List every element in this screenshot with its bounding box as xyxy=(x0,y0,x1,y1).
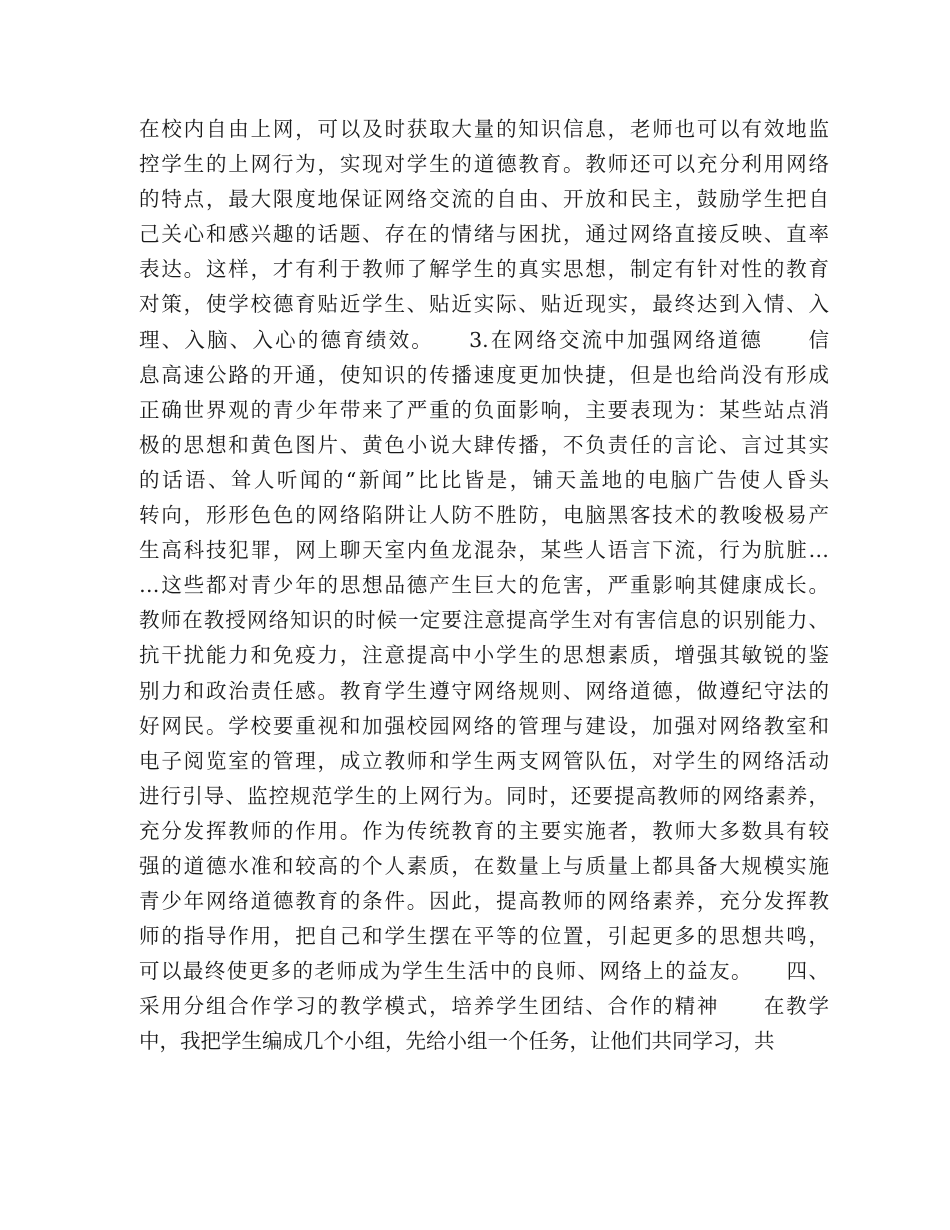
text-line: 理、入脑、入心的德育绩效。 3.在网络交流中加强网络道德 信 xyxy=(139,327,829,352)
text-line: 中，我把学生编成几个小组，先给小组一个任务，让他们共同学习，共 xyxy=(139,1029,775,1054)
text-line: 表达。这样，才有利于教师了解学生的真实思想，制定有针对性的教育 xyxy=(139,257,829,282)
text-line: 电子阅览室的管理，成立教师和学生两支网管队伍，对学生的网络活动 xyxy=(139,748,829,773)
text-line: 转向，形形色色的网络陷阱让人防不胜防，电脑黑客技术的教唆极易产 xyxy=(139,503,829,528)
text-line: 充分发挥教师的作用。作为传统教育的主要实施者，教师大多数具有较 xyxy=(139,818,829,843)
text-line: 的话语、耸人听闻的“新闻”比比皆是，铺天盖地的电脑广告使人昏头 xyxy=(139,467,829,492)
text-line: 对策，使学校德育贴近学生、贴近实际、贴近现实，最终达到入情、入 xyxy=(139,292,829,317)
text-line: 好网民。学校要重视和加强校园网络的管理与建设，加强对网络教室和 xyxy=(139,713,829,738)
text-line: 正确世界观的青少年带来了严重的负面影响，主要表现为：某些站点消 xyxy=(139,397,829,422)
text-line: 己关心和感兴趣的话题、存在的情绪与困扰，通过网络直接反映、直率 xyxy=(139,222,829,247)
text-line: 进行引导、监控规范学生的上网行为。同时，还要提高教师的网络素养， xyxy=(139,783,829,808)
text-line: 息高速公路的开通，使知识的传播速度更加快捷，但是也给尚没有形成 xyxy=(139,362,829,387)
text-line: 的特点，最大限度地保证网络交流的自由、开放和民主，鼓励学生把自 xyxy=(139,187,829,212)
text-line: 控学生的上网行为，实现对学生的道德教育。教师还可以充分利用网络 xyxy=(139,152,829,177)
text-line: 教师在教授网络知识的时候一定要注意提高学生对有害信息的识别能力、 xyxy=(139,608,829,633)
text-line: 别力和政治责任感。教育学生遵守网络规则、网络道德，做遵纪守法的 xyxy=(139,678,829,703)
text-line: 生高科技犯罪，网上聊天室内鱼龙混杂，某些人语言下流，行为肮脏… xyxy=(139,538,829,563)
body-text xyxy=(139,112,829,1060)
text-line: 青少年网络道德教育的条件。因此，提高教师的网络素养，充分发挥教 xyxy=(139,889,829,914)
text-line: 强的道德水准和较高的个人素质，在数量上与质量上都具备大规模实施 xyxy=(139,853,829,878)
text-line: 极的思想和黄色图片、黄色小说大肆传播，不负责任的言论、言过其实 xyxy=(139,432,829,457)
text-line: 师的指导作用，把自己和学生摆在平等的位置，引起更多的思想共鸣， xyxy=(139,924,829,949)
text-line: …这些都对青少年的思想品德产生巨大的危害，严重影响其健康成长。 xyxy=(139,573,829,598)
text-line: 可以最终使更多的老师成为学生生活中的良师、网络上的益友。 四、 xyxy=(139,959,829,984)
text-line: 采用分组合作学习的教学模式，培养学生团结、合作的精神 在教学 xyxy=(139,994,829,1019)
text-line: 抗干扰能力和免疫力，注意提高中小学生的思想素质，增强其敏锐的鉴 xyxy=(139,643,829,668)
text-line: 在校内自由上网，可以及时获取大量的知识信息，老师也可以有效地监 xyxy=(139,117,829,141)
